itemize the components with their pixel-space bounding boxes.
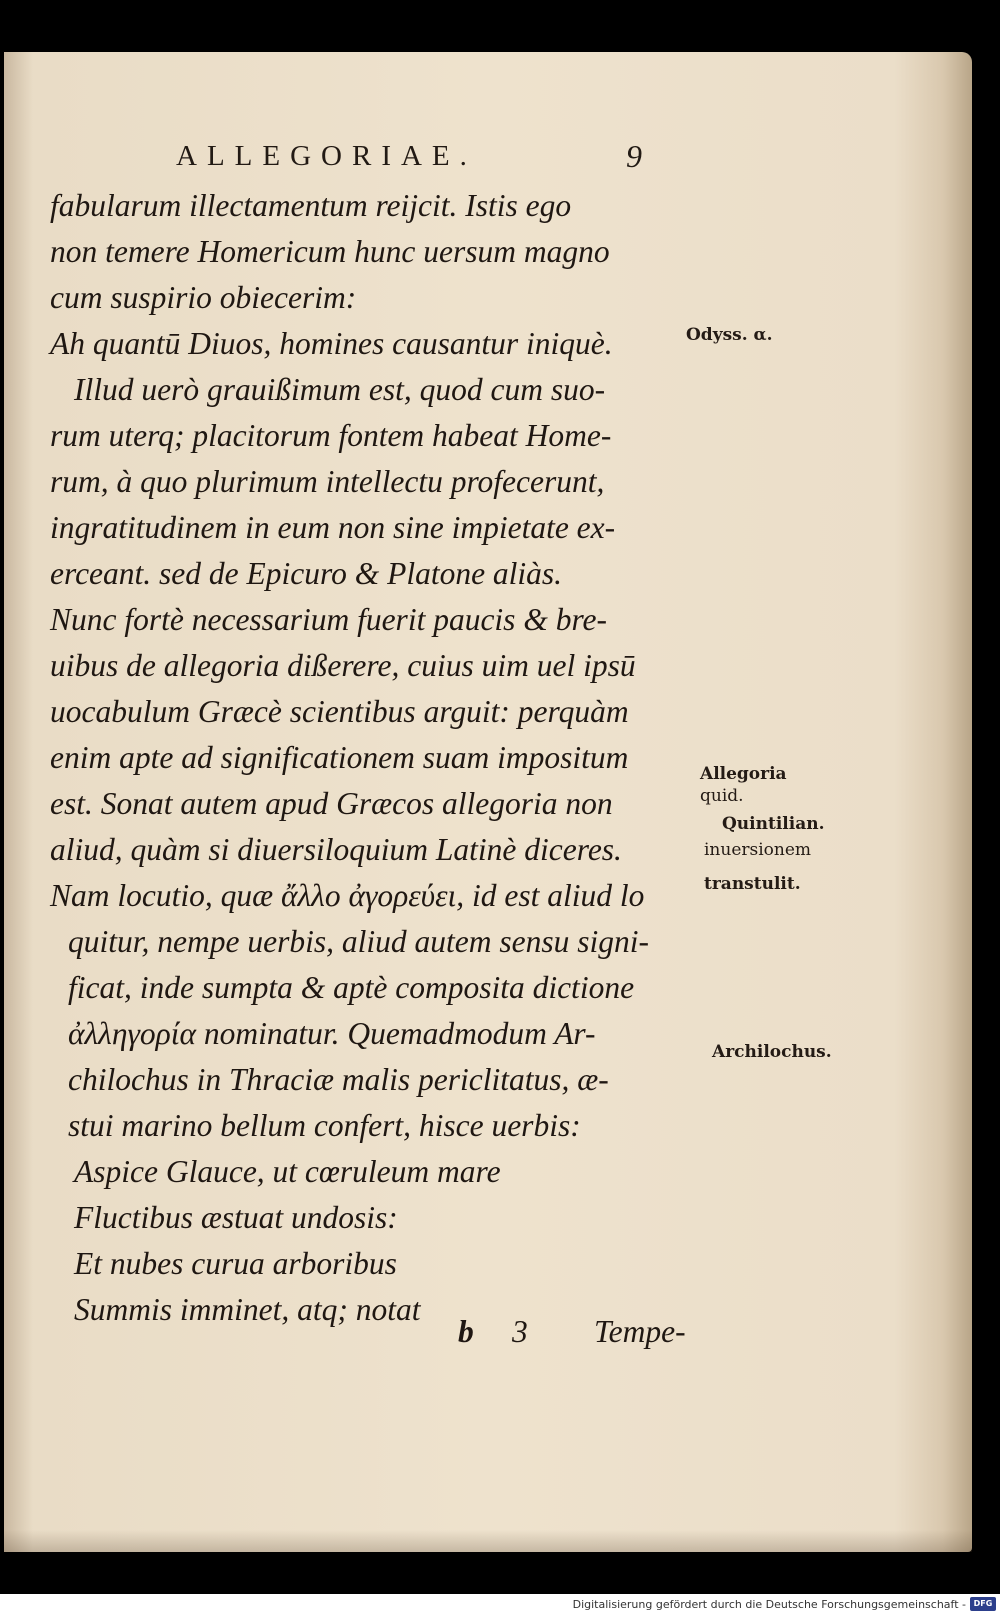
text-line: Illud uerò grauißimum est, quod cum suo- bbox=[74, 372, 606, 407]
text-line: rum uterq; placitorum fontem habeat Home- bbox=[50, 418, 612, 453]
text-line: ἀλληγορία nominatur. Quemadmodum Ar- bbox=[68, 1016, 596, 1051]
text-line: Nam locutio, quæ ἄλλο ἀγορεύει, id est aliud lo bbox=[50, 878, 645, 913]
signature-number: 3 bbox=[512, 1314, 528, 1349]
text-line: non temere Homericum hunc uersum magno bbox=[50, 234, 610, 269]
verse-line: Summis imminet, atq; notat bbox=[74, 1292, 421, 1327]
page-shadow bbox=[4, 1530, 972, 1552]
text-line: rum, à quo plurimum intellectu profecerunt, bbox=[50, 464, 605, 499]
credit-text: Digitalisierung gefördert durch die Deutsche Forschungsgemeinschaft - bbox=[572, 1598, 966, 1611]
verse-line: Aspice Glauce, ut cœruleum mare bbox=[74, 1154, 501, 1189]
page-header bbox=[0, 140, 1000, 180]
margin-note: Quintilian. bbox=[722, 814, 825, 834]
text-line: Nunc fortè necessarium fuerit paucis & bre- bbox=[50, 602, 608, 637]
verse-line: Fluctibus æstuat undosis: bbox=[74, 1200, 398, 1235]
dfg-logo: DFG bbox=[970, 1597, 996, 1611]
text-line: enim apte ad significationem suam impositum bbox=[50, 740, 629, 775]
text-line: ingratitudinem in eum non sine impietate ex- bbox=[50, 510, 616, 545]
margin-note: Odyss. α. bbox=[686, 325, 773, 345]
signature-mark: b bbox=[458, 1314, 474, 1349]
text-line: ficat, inde sumpta & aptè composita dictione bbox=[68, 970, 635, 1005]
verse-line: Et nubes curua arboribus bbox=[74, 1246, 397, 1281]
text-line: uocabulum Græcè scientibus arguit: perquàm bbox=[50, 694, 629, 729]
margin-note: Allegoria bbox=[700, 764, 787, 784]
text-line: fabularum illectamentum reijcit. Istis ego bbox=[50, 188, 572, 223]
margin-note: Archilochus. bbox=[712, 1042, 832, 1062]
text-line: quitur, nempe uerbis, aliud autem sensu signi- bbox=[68, 924, 649, 959]
text-line: stui marino bellum confert, hisce uerbis: bbox=[68, 1108, 581, 1143]
catchword: Tempe- bbox=[594, 1314, 686, 1349]
margin-note: inuersionem bbox=[704, 840, 812, 860]
text-line: aliud, quàm si diuersiloquium Latinè diceres. bbox=[50, 832, 622, 867]
text-line: est. Sonat autem apud Græcos allegoria non bbox=[50, 786, 613, 821]
text-line: erceant. sed de Epicuro & Platone aliàs. bbox=[50, 556, 563, 591]
margin-note: transtulit. bbox=[704, 874, 801, 894]
page-number: 9 bbox=[626, 138, 642, 174]
credit-bar bbox=[0, 1594, 1000, 1617]
margin-note: quid. bbox=[700, 786, 744, 806]
text-line: chilochus in Thraciæ malis periclitatus, æ- bbox=[68, 1062, 609, 1097]
text-line: Ah quantū Diuos, homines causantur iniquè. bbox=[50, 326, 613, 361]
text-line: cum suspirio obiecerim: bbox=[50, 280, 357, 315]
running-title: ALLEGORIAE. bbox=[176, 140, 477, 172]
text-line: uibus de allegoria dißerere, cuius uim uel ipsū bbox=[50, 648, 636, 683]
